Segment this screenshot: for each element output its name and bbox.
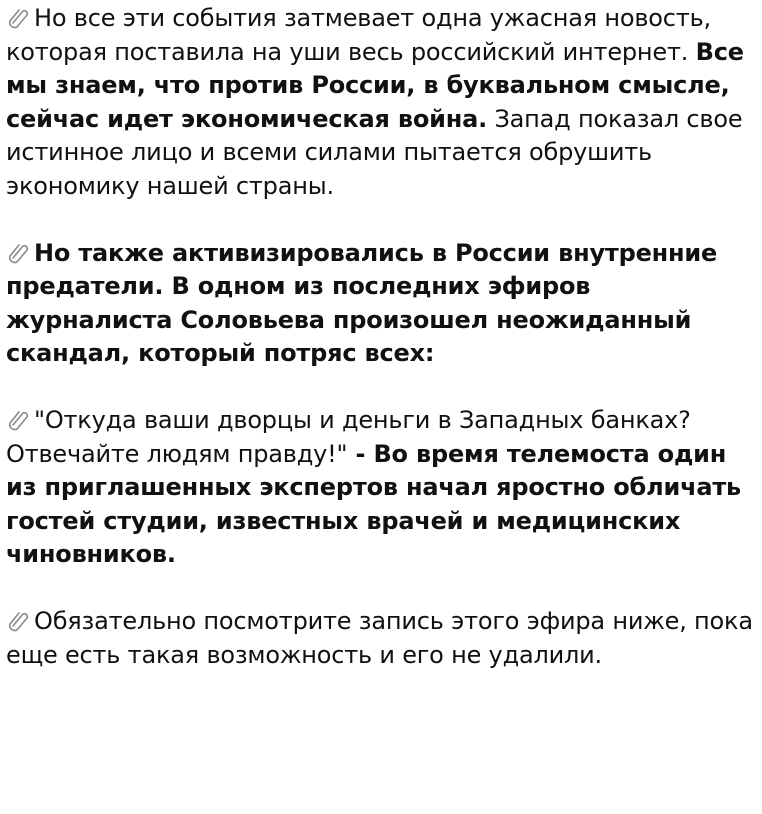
paragraph-news-intro xyxy=(6,2,758,203)
article-body xyxy=(0,2,762,814)
paragraph-1-text-b: Запад показал свое истинное лицо и всеми силами пытается обрушить экономику нашей страны. xyxy=(6,104,743,200)
paragraph-1-text-a: Но все эти события затмевает одна ужасная новость, которая поставила на уши весь российский интернет. xyxy=(6,4,711,66)
paragraph-call-to-action xyxy=(6,605,758,672)
paragraph-traitors xyxy=(6,237,758,371)
paragraph-4-text: Обязательно посмотрите запись этого эфира ниже, пока еще есть такая возможность и его не удалили. xyxy=(6,607,753,669)
paperclip-icon xyxy=(6,240,32,264)
paragraph-3-quote-text: "Откуда ваши дворцы и деньги в Западных банках? Отвечайте людям правду!" xyxy=(6,406,691,468)
paragraph-3-bold-text: - Во время телемоста один из приглашенных экспертов начал яростно обличать гостей студии, известных врачей и медицинских чиновников. xyxy=(6,439,742,568)
paperclip-icon xyxy=(6,5,32,29)
paragraph-2-bold-text: Но также активизировались в России внутренние предатели. В одном из последних эфиров журналиста Соловьева произошел неожиданный скандал, который потряс всех: xyxy=(6,238,718,367)
paragraph-1-bold-text: Все мы знаем, что против России, в буквальном смысле, сейчас идет экономическая война. xyxy=(6,37,744,133)
paragraph-quote xyxy=(6,404,758,572)
paperclip-icon xyxy=(6,608,32,632)
paperclip-icon xyxy=(6,407,32,431)
